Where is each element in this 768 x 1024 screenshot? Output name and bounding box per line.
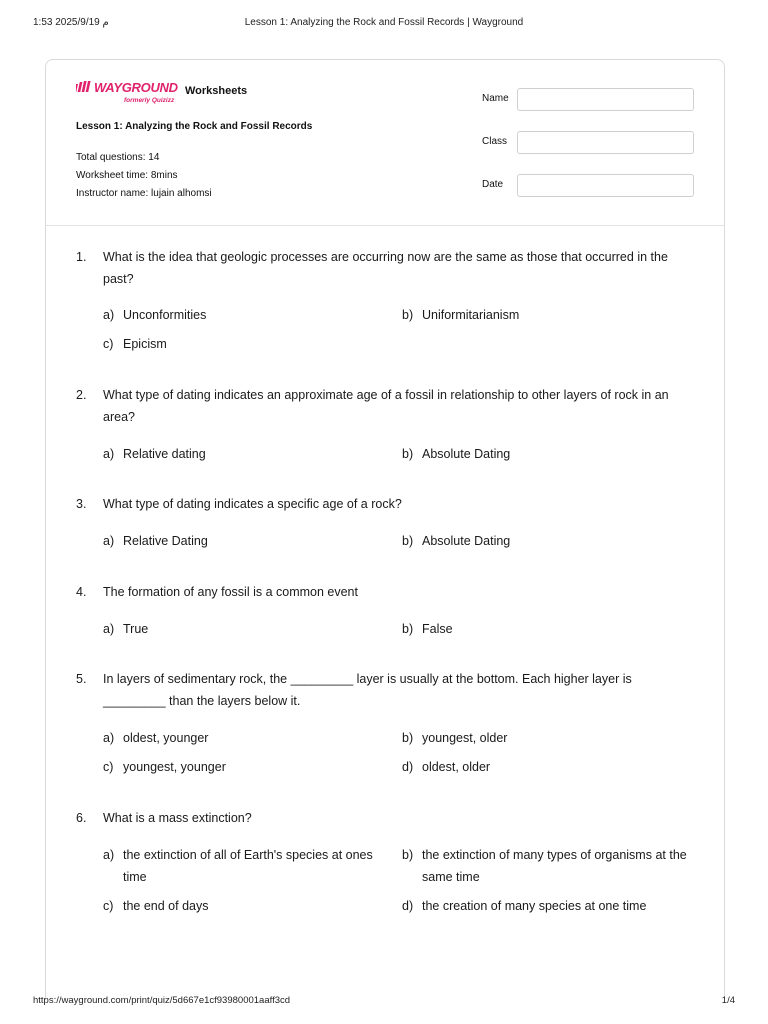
question-text: What is a mass extinction?	[103, 811, 252, 825]
question-number: 6.	[76, 811, 87, 825]
question-number: 4.	[76, 585, 87, 599]
class-input[interactable]	[517, 131, 694, 154]
print-timestamp: 1:53 2025/9/19 م	[33, 17, 109, 28]
question-number: 3.	[76, 497, 87, 511]
question-text: What type of dating indicates a specific age of a rock?	[103, 497, 402, 511]
brand-logo	[76, 80, 181, 110]
question-text: What type of dating indicates an approximate age of a fossil in relationship to other layers of rock in an area?	[103, 388, 669, 424]
date-input[interactable]	[517, 174, 694, 197]
question-text: The formation of any fossil is a common event	[103, 585, 358, 599]
brand-name: WAYGROUND	[94, 80, 178, 95]
wayground-logo-icon	[76, 80, 92, 95]
section-label: Worksheets	[185, 85, 248, 97]
print-title: Lesson 1: Analyzing the Rock and Fossil Records | Wayground	[244, 17, 524, 28]
name-input[interactable]	[517, 88, 694, 111]
worksheet-header	[46, 60, 724, 226]
question-number: 2.	[76, 388, 87, 402]
worksheet-time: Worksheet time: 8mins	[76, 170, 178, 181]
question-number: 5.	[76, 672, 87, 686]
date-label: Date	[482, 179, 504, 190]
total-questions: Total questions: 14	[76, 152, 160, 163]
print-header	[0, 17, 768, 31]
question-text: What is the idea that geologic processes are occurring now are the same as those that occurred in the past?	[103, 250, 668, 286]
name-label: Name	[482, 93, 509, 104]
worksheet-card: WAYGROUND formerly Quizizz Worksheets Lesson 1: Analyzing the Rock and Fossil Records Total questions: 14 Worksheet time: 8mins Instructor name: lujain alhomsi Name Class Date 1. What is the idea that geologic processes are occurring now are the same as those that occurred in the past? a) Unconformities b) Uniformitarianism c) Epicism 2. What type of dating indicates an approximate age of a fossil in relationship to other layers of rock in an area? a) Relative dating b) Absolute Dating 3. What type of dating indicates a specific age of a rock? a) Relative Dating b) Absolute Dating 4. The formation of any fossil is a common event a) True b) False 5. In layers of sedimentary rock, the _________ layer is usually at the bottom. Each higher layer is _________ than the layers below it. a) oldest, younger b) youngest, older c) youngest, younger d) oldest, older 6. What is a mass extinction? a) the extinction of all of Earth's species at ones time b) the extinction of many types of organisms at the same time c) the end of days d) the creation of many species at one time	[45, 59, 725, 1000]
page-number: 1/4	[721, 995, 735, 1006]
instructor-name: Instructor name: lujain alhomsi	[76, 188, 212, 199]
class-label: Class	[482, 136, 508, 147]
question-text: In layers of sedimentary rock, the _________ layer is usually at the bottom. Each higher layer is _________ than the layers below it.	[103, 672, 632, 708]
question-number: 1.	[76, 250, 87, 264]
brand-tagline: formerly Quizizz	[124, 97, 175, 104]
print-url: https://wayground.com/print/quiz/5d667e1cf93980001aaff3cd	[33, 995, 291, 1006]
worksheet-title: Lesson 1: Analyzing the Rock and Fossil Records	[76, 121, 313, 132]
